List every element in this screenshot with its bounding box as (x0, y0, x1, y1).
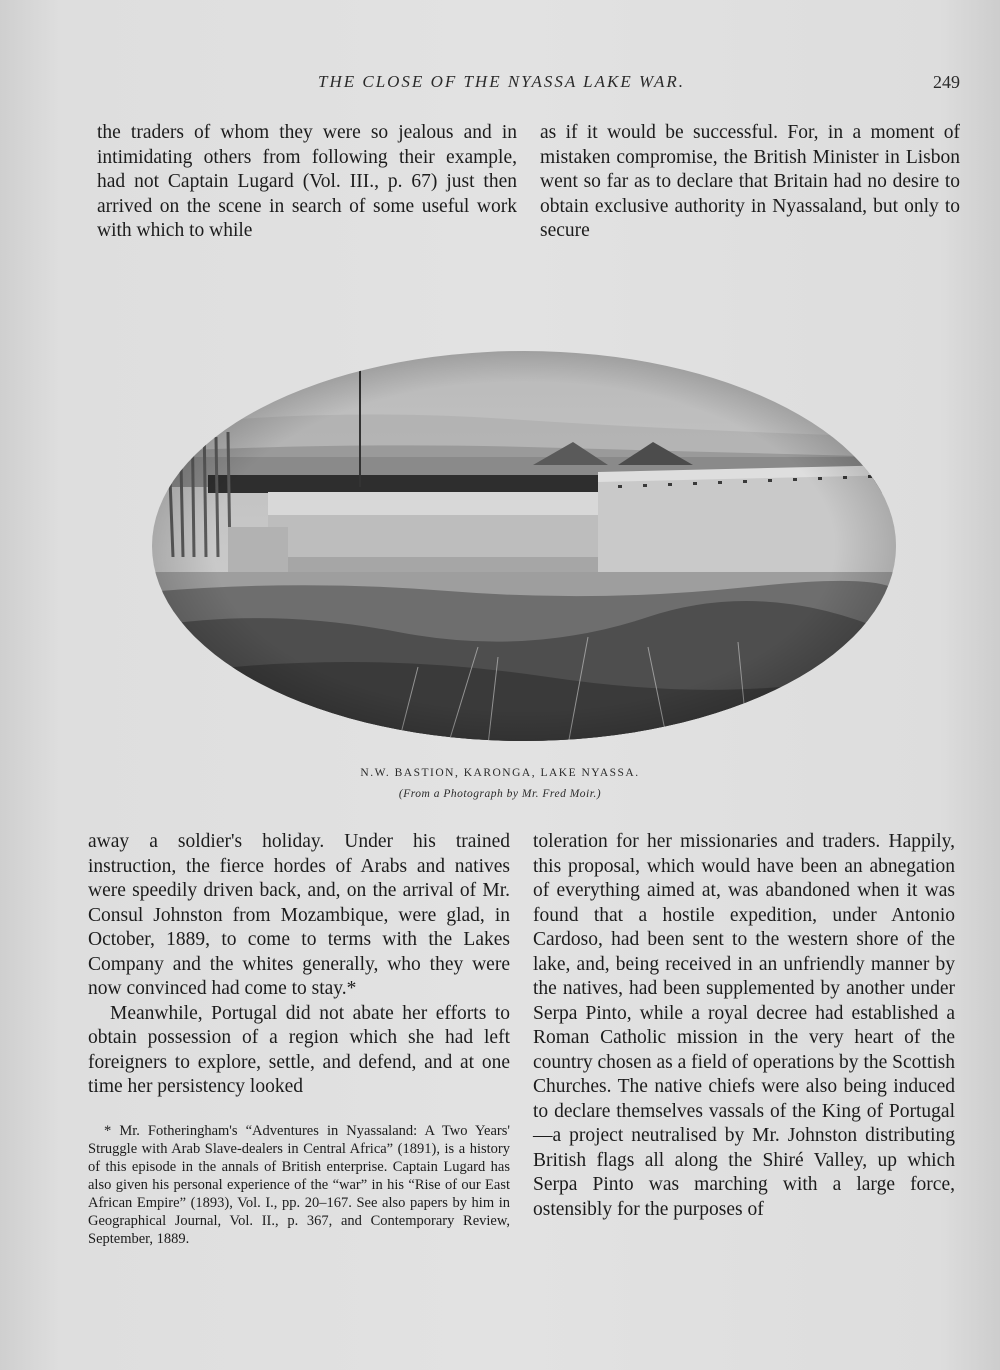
paragraph-1: away a soldier's holiday. Under his trained instruction, the fierce hordes of Arabs and natives were speedily driven back, and, on the arrival of Mr. Consul Johnston from Mozambique, were glad, in October, 1889, to come to terms with the Lakes Company and the whites generally, who they were now convinced had come to stay.* (88, 831, 510, 999)
bottom-right-column (533, 830, 955, 1222)
page-number: 249 (933, 72, 960, 92)
top-left-text: the traders of whom they were so jealous and in intimidating others from following their example, had not Captain Lugard (Vol. III., p. 67) just then arrived on the scene in search of some useful work with which to while (97, 122, 517, 241)
paragraph-2: Meanwhile, Portugal did not abate her efforts to obtain possession of a region which she had left foreigners to explore, settle, and defend, and at one time her persistency looked (88, 1002, 510, 1097)
top-right-text: as if it would be successful. For, in a moment of mistaken compromise, the British Minister in Lisbon went so far as to declare that Britain had no desire to obtain exclusive authority in Nyassaland, but only to secure (540, 122, 960, 241)
top-left-column (97, 121, 517, 244)
running-title: THE CLOSE OF THE NYASSA LAKE WAR. (318, 72, 685, 91)
top-right-column (540, 121, 960, 244)
footnote (88, 1122, 510, 1248)
figure-caption: N.W. BASTION, KARONGA, LAKE NYASSA. (360, 767, 640, 779)
bottom-right-text: toleration for her missionaries and traders. Happily, this proposal, which would have been an abnegation of everything aimed at, was abandoned when it was found that a hostile expedition, under Antonio Cardoso, had been sent to the western shore of the lake, and, being received in an unfriendly manner by the natives, had been supplemented by another under Serpa Pinto, while a royal decree had established a Roman Catholic mission in the very heart of the country chosen as a field of operations by the Scottish Churches. The native chiefs were also being induced to declare themselves vassals of the King of Portugal—a project neutralised by Mr. Johnston distributing British flags all along the Shiré Valley, up which Serpa Pinto was marching with a large force, ostensibly for the purposes of (533, 831, 955, 1220)
fort-illustration (148, 347, 900, 745)
bottom-left-column (88, 830, 510, 1248)
figure-credit: (From a Photograph by Mr. Fred Moir.) (398, 788, 602, 800)
footnote-text: * Mr. Fotheringham's “Adventures in Nyassaland: A Two Years' Struggle with Arab Slave-dealers in Central Africa” (1891), is a history of this episode in the annals of British enterprise. Captain Lugard has also given his personal experience of the “war” in his “Rise of our East African Empire” (1893), Vol. I., pp. 20–167. See also papers by him in Geographical Journal, Vol. II., p. 367, and Contemporary Review, September, 1889. (88, 1122, 510, 1247)
